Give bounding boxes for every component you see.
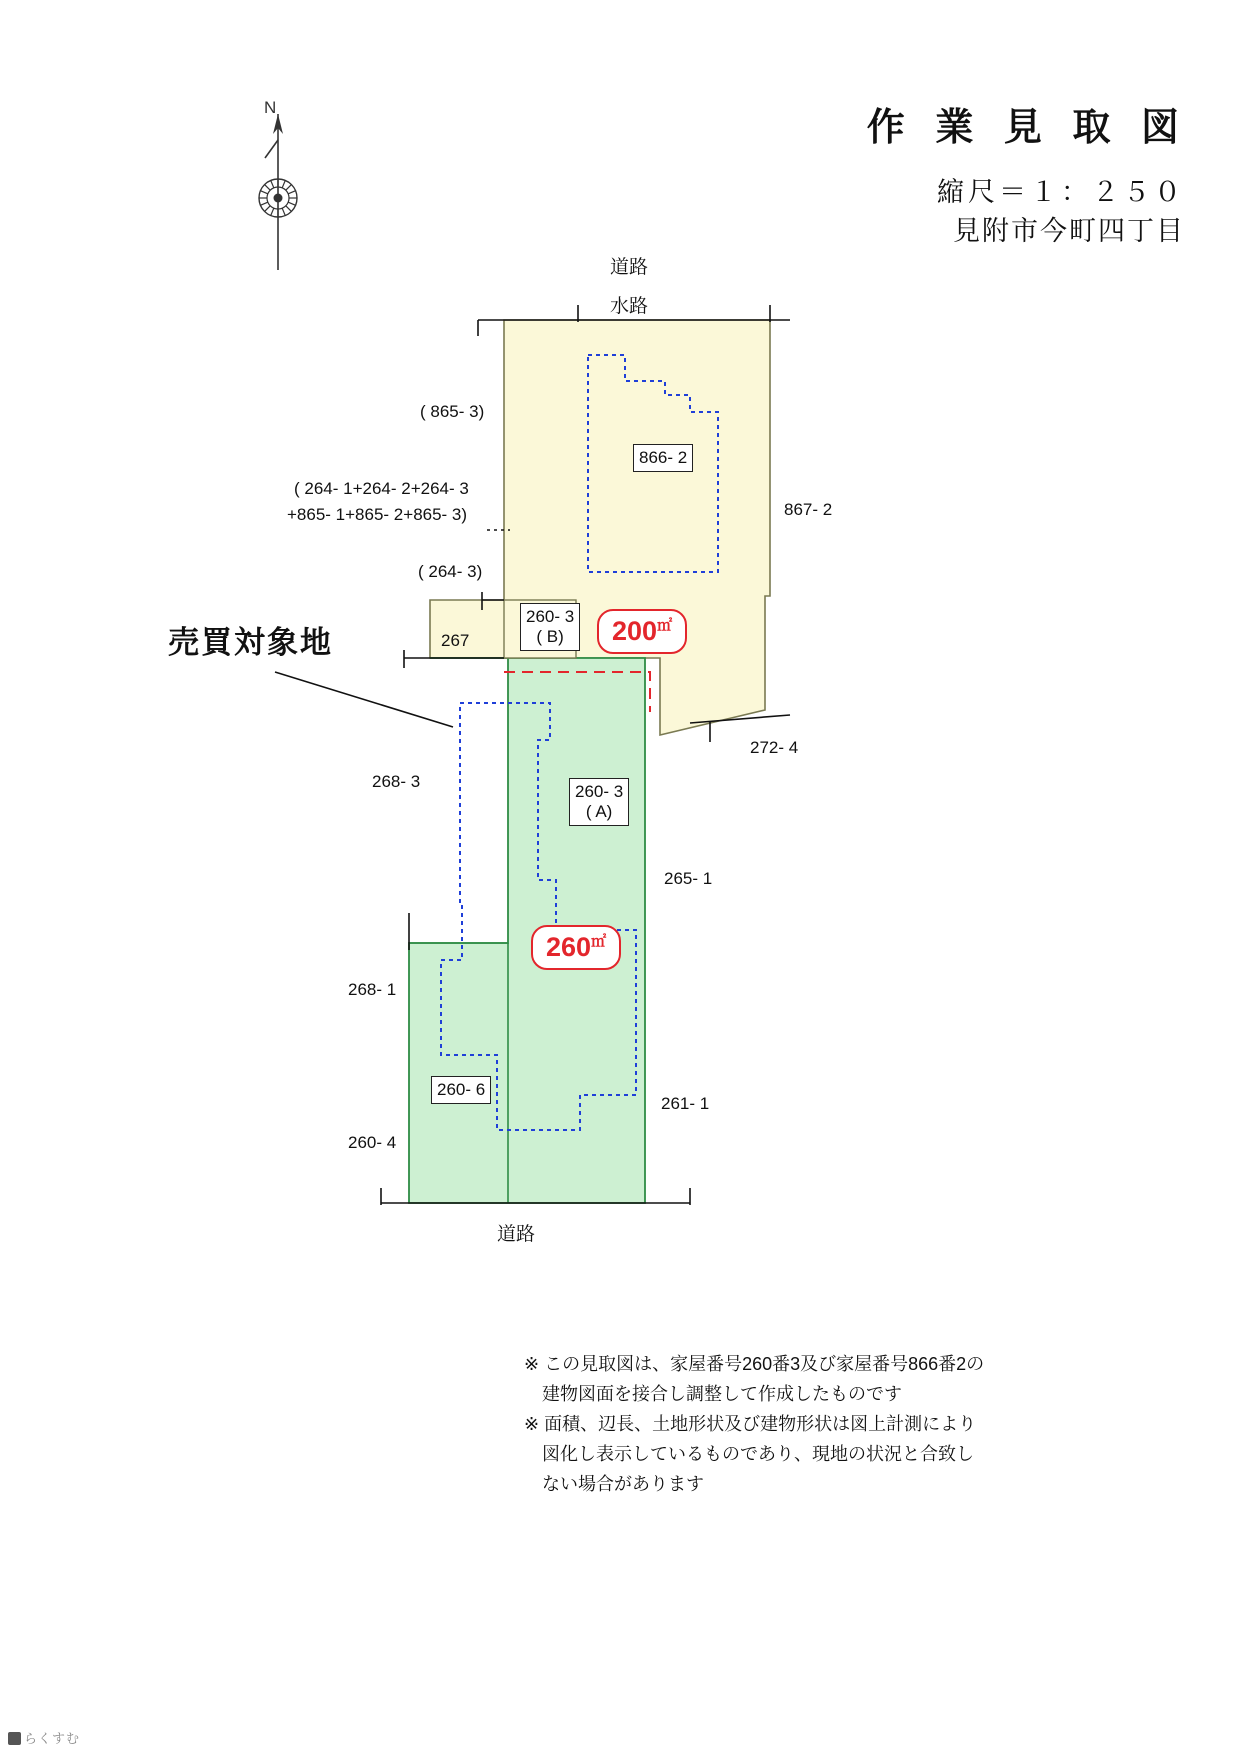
label-road-top: 道路 — [610, 257, 649, 278]
parcel-260-3-A-line2: ( A) — [585, 802, 613, 821]
target-land-callout: 売買対象地 — [168, 625, 333, 660]
parcel-260-6: 260- 6 — [431, 1076, 491, 1104]
parcel-866-2: 866- 2 — [633, 444, 693, 472]
neighbor-sum-line1: ( 264- 1+264- 2+264- 3 — [294, 479, 469, 498]
watermark-text: らくすむ — [24, 1731, 81, 1746]
page-title: 作 業 見 取 図 — [866, 107, 1189, 149]
area-badge-200 — [597, 609, 687, 654]
address-text: 見附市今町四丁目 — [953, 216, 1185, 246]
note-line-1: ※ この見取図は、家屋番号260番3及び家屋番号866番2の — [524, 1354, 985, 1374]
parcel-260-3-B-line2: ( B) — [536, 627, 564, 646]
parcel-260-3-B — [520, 603, 580, 651]
neighbor-267: 267 — [441, 631, 470, 650]
neighbor-272-4: 272- 4 — [750, 738, 799, 757]
parcel-260-3-A — [569, 778, 629, 826]
area-badge-200-unit: ㎡ — [657, 617, 673, 634]
parcel-260-3-B-line1: 260- 3 — [526, 607, 575, 626]
neighbor-268-3: 268- 3 — [372, 772, 421, 791]
neighbor-865-3: ( 865- 3) — [420, 402, 485, 421]
area-badge-260-unit: ㎡ — [591, 933, 607, 950]
neighbor-264-3: ( 264- 3) — [418, 562, 483, 581]
area-badge-260-value: 260 — [546, 932, 592, 962]
watermark-logo-icon — [8, 1732, 21, 1745]
neighbor-sum-line2: +865- 1+865- 2+865- 3) — [287, 505, 468, 524]
neighbor-260-4: 260- 4 — [348, 1133, 397, 1152]
note-line-5: ない場合があります — [542, 1474, 704, 1494]
scale-text: 縮尺＝１：２５０ — [937, 177, 1185, 207]
parcel-260-3-A-line1: 260- 3 — [575, 782, 624, 801]
note-line-4: 図化し表示しているものであり、現地の状況と合致し — [542, 1444, 974, 1464]
label-road-bottom: 道路 — [497, 1224, 536, 1245]
notes-block — [524, 1349, 1204, 1499]
neighbor-268-1: 268- 1 — [348, 980, 397, 999]
area-badge-200-value: 200 — [612, 616, 658, 646]
watermark — [8, 1728, 80, 1747]
note-line-2: 建物図面を接合し調整して作成したものです — [542, 1384, 902, 1404]
neighbor-867-2: 867- 2 — [784, 500, 833, 519]
label-waterway: 水路 — [610, 296, 649, 317]
neighbor-261-1: 261- 1 — [661, 1094, 710, 1113]
neighbor-265-1: 265- 1 — [664, 869, 713, 888]
note-line-3: ※ 面積、辺長、土地形状及び建物形状は図上計測により — [524, 1414, 977, 1434]
compass-north-label: N — [264, 98, 277, 117]
area-badge-260 — [531, 925, 621, 970]
